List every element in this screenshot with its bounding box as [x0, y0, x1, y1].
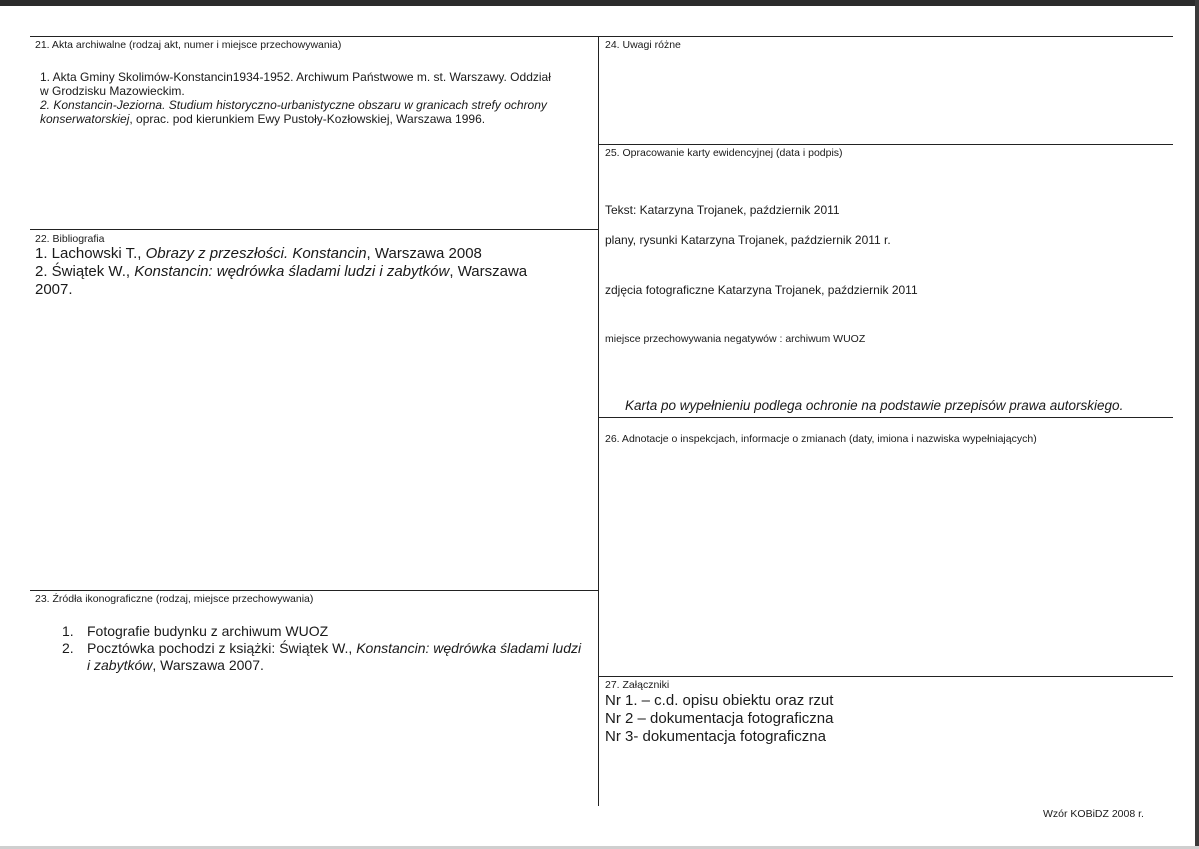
section-25-heading: 25. Opracowanie karty ewidencyjnej (data i podpis)	[605, 147, 843, 159]
attachment-3: Nr 3- dokumentacja fotograficzna	[605, 728, 826, 745]
negatives-storage: miejsce przechowywania negatywów : archiwum WUOZ	[605, 333, 866, 345]
section-26-heading: 26. Adnotacje o inspekcjach, informacje o zmianach (daty, imiona i nazwiska wypełniających)	[605, 433, 1037, 445]
icon-item-1-num: 1.	[62, 623, 74, 639]
archival-item-2	[40, 98, 547, 126]
divider-25-26	[598, 417, 1173, 418]
bib-1-author: 1. Lachowski T.,	[35, 245, 146, 262]
section-27-heading: 27. Załączniki	[605, 679, 670, 691]
icon-item-2-title1: Konstancin: wędrówka śladami ludzi	[356, 640, 582, 656]
divider-24-25	[598, 144, 1173, 145]
bib-1-rest: , Warszawa 2008	[366, 245, 482, 262]
scan-top-edge	[0, 0, 1199, 6]
divider-21-22	[30, 229, 598, 230]
bib-1-title: Obrazy z przeszłości. Konstancin	[145, 245, 367, 262]
archival-item-1	[40, 70, 551, 98]
section-23-heading: 23. Źródła ikonograficzne (rodzaj, miejsce przechowywania)	[35, 593, 314, 605]
bib-2-rest: , Warszawa	[449, 263, 528, 280]
prepared-plans-by: plany, rysunki Katarzyna Trojanek, październik 2011 r.	[605, 233, 891, 247]
center-divider	[598, 36, 599, 806]
iconographic-list	[62, 623, 581, 674]
bibliography-list	[35, 245, 527, 299]
prepared-photos-by: zdjęcia fotograficzne Katarzyna Trojanek, październik 2011	[605, 283, 918, 297]
iconographic-item-2	[62, 640, 581, 674]
bib-2-author: 2. Świątek W.,	[35, 263, 135, 280]
bibliography-item-2-year: 2007.	[35, 281, 73, 298]
divider-22-23	[30, 590, 598, 591]
icon-item-1-text: Fotografie budynku z archiwum WUOZ	[87, 623, 329, 639]
template-footer: Wzór KOBiDZ 2008 r.	[1043, 808, 1144, 820]
archival-item-1-line2: w Grodzisku Mazowieckim.	[40, 84, 185, 98]
section-21-heading: 21. Akta archiwalne (rodzaj akt, numer i miejsce przechowywania)	[35, 39, 342, 51]
archival-item-2-title-end: konserwatorskiej	[40, 112, 130, 126]
prepared-text-by: Tekst: Katarzyna Trojanek, październik 2011	[605, 203, 840, 217]
bibliography-item-1	[35, 245, 527, 263]
section-22-heading: 22. Bibliografia	[35, 233, 105, 245]
scan-right-edge	[1195, 0, 1199, 849]
icon-item-2-num: 2.	[62, 640, 74, 656]
attachment-1: Nr 1. – c.d. opisu obiektu oraz rzut	[605, 692, 834, 709]
attachments-list	[605, 692, 833, 746]
archival-item-2-rest: , oprac. pod kierunkiem Ewy Pustoły-Kozłowskiej, Warszawa 1996.	[129, 112, 486, 126]
archival-item-1-line1: 1. Akta Gminy Skolimów-Konstancin1934-1952. Archiwum Państwowe m. st. Warszawy. Oddział	[40, 70, 551, 84]
archival-item-2-line1: 2. Konstancin-Jeziorna. Studium historyczno-urbanistyczne obszaru w granicach strefy ochrony	[40, 98, 547, 112]
attachment-2: Nr 2 – dokumentacja fotograficzna	[605, 710, 834, 727]
bibliography-item-2	[35, 263, 527, 281]
icon-item-2-title2: i zabytków	[87, 657, 153, 673]
divider-26-27	[598, 676, 1173, 677]
copyright-notice: Karta po wypełnieniu podlega ochronie na podstawie przepisów prawa autorskiego.	[625, 398, 1124, 413]
section-24-heading: 24. Uwagi różne	[605, 39, 681, 51]
top-border	[30, 36, 1173, 37]
icon-item-2-pre: Pocztówka pochodzi z książki: Świątek W.,	[87, 640, 357, 656]
iconographic-item-1	[62, 623, 581, 640]
bib-2-title: Konstancin: wędrówka śladami ludzi i zabytków	[134, 263, 450, 280]
icon-item-2-rest: , Warszawa 2007.	[152, 657, 264, 673]
